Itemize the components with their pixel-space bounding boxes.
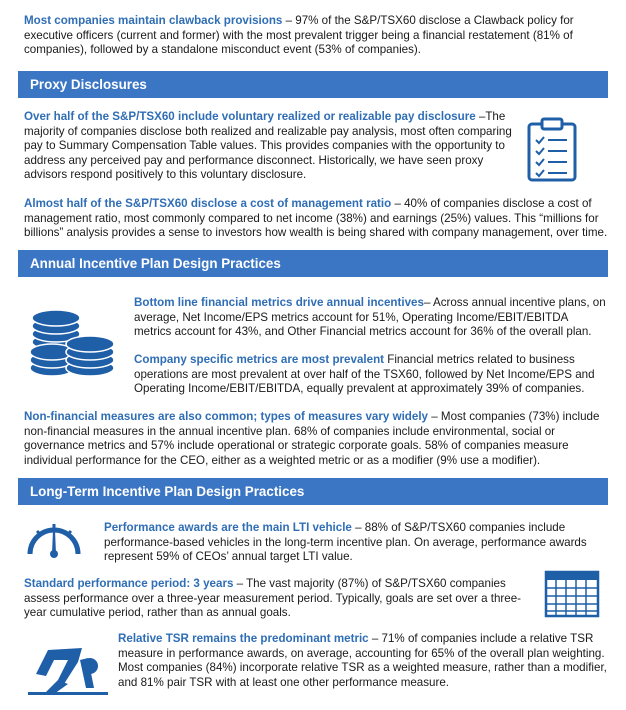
cost-of-management-heading: Almost half of the S&P/TSX60 disclose a cost of management ratio (24, 197, 392, 210)
speedometer-icon (24, 516, 84, 558)
realized-pay-paragraph (24, 110, 512, 183)
performance-period-heading: Standard performance period: 3 years (24, 577, 234, 590)
bottom-line-paragraph (134, 296, 608, 340)
runner-starting-block-icon (24, 638, 108, 696)
company-specific-paragraph (134, 353, 608, 397)
realized-pay-text: –The majority of companies disclose both realized and realizable pay analysis, most often comparing pay to Summary Compensation Table values. This provides companies with the opportunity to address any perceived pay and performance disconnect. Historically, we have seen proxy advisors respond positively to this voluntary disclosure. (24, 110, 512, 182)
performance-period-paragraph (24, 577, 530, 621)
clipboard-checklist-icon (524, 116, 580, 182)
clawback-paragraph (24, 14, 608, 58)
realized-pay-heading: Over half of the S&P/TSX60 include voluntary realized or realizable pay disclosure (24, 110, 476, 123)
company-specific-heading: Company specific metrics are most prevalent (134, 353, 385, 366)
performance-awards-paragraph (104, 521, 608, 565)
clawback-text: – 97% of the S&P/TSX60 disclose a Clawback policy for executive officers (current and former) with the most prevalent trigger being a financial restatement (81% of companies), followed by a standalone misconduct event (53% of companies). (24, 14, 574, 57)
bottom-line-heading: Bottom line financial metrics drive annual incentives (134, 296, 424, 309)
clawback-heading: Most companies maintain clawback provisions (24, 14, 283, 27)
performance-awards-heading: Performance awards are the main LTI vehicle (104, 521, 352, 534)
relative-tsr-text: – 71% of companies include a relative TSR measure in performance awards, on average, accounting for 65% of the overall plan weighting. Most companies (84%) incorporate relative TSR as a weighted measure, rather than a modifier, and 81% pair TSR with at least one other performance measure. (118, 632, 607, 689)
calendar-icon (544, 568, 600, 618)
relative-tsr-paragraph (118, 632, 608, 690)
company-specific-text: Financial metrics related to business operations are most prevalent at over half of the TSX60, followed by Net Income/EPS and Operating Income/EBIT/EBITDA, equally prevalent at approximately 39% of companies. (134, 353, 595, 396)
cost-of-management-text: – 40% of companies disclose a cost of management ratio, most commonly compared to net income (38%) and earnings (25%) values. This “millions for billions” analysis provides a sense to investors how wealth is being shared with company management, over time. (24, 197, 608, 240)
non-financial-heading: Non-financial measures are also common; types of measures vary widely (24, 410, 429, 423)
section-header-proxy: Proxy Disclosures (18, 71, 608, 98)
section-header-annual-incentive: Annual Incentive Plan Design Practices (18, 250, 608, 277)
performance-period-text: – The vast majority (87%) of S&P/TSX60 companies assess performance over a three-year measurement period. Typically, goals are set over a three-year cumulative period, rather than as annual goals. (24, 577, 522, 620)
section-header-long-term-incentive: Long-Term Incentive Plan Design Practices (18, 478, 608, 505)
non-financial-paragraph (24, 410, 608, 468)
non-financial-text: – Most companies (73%) include non-financial measures in the annual incentive plan. 68% of companies include environmental, social or governance metrics and 57% include operational or strategic corporate goals. 58% of companies measure individual performance for the CEO, either as a weighted metric or as a modifier (9% use a modifier). (24, 410, 600, 467)
coin-stacks-icon (26, 302, 118, 380)
relative-tsr-heading: Relative TSR remains the predominant metric (118, 632, 369, 645)
performance-awards-text: – 88% of S&P/TSX60 companies include performance-based vehicles in the long-term incentive plan. On average, performance awards represent 59% of CEOs’ annual target LTI value. (104, 521, 587, 564)
bottom-line-text: – Across annual incentive plans, on average, Net Income/EPS metrics account for 51%, Operating Income/EBIT/EBITDA metrics account for 43%, and Other Financial metrics account for 36% of the overall plan. (134, 296, 606, 339)
cost-of-management-paragraph (24, 197, 608, 241)
